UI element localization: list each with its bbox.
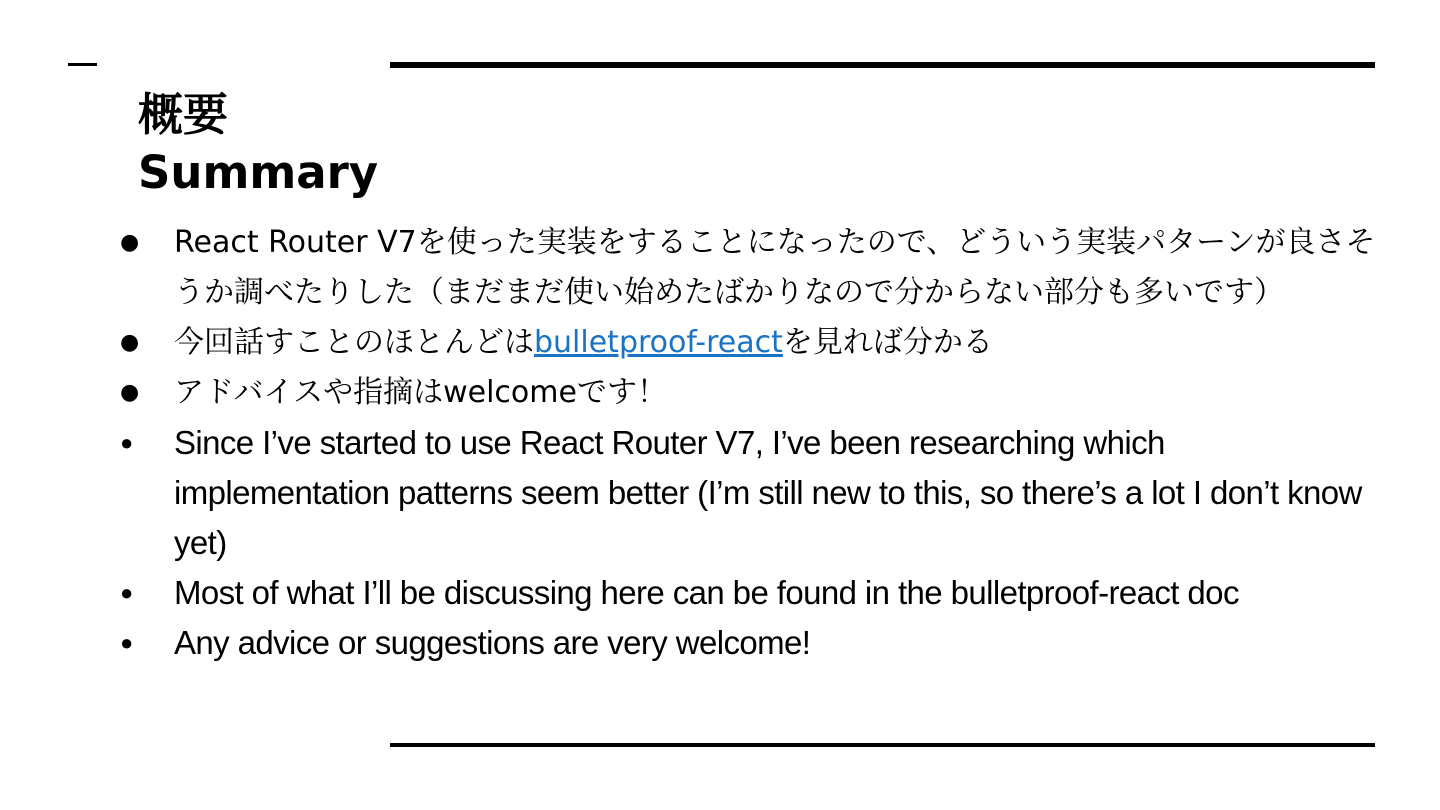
list-item [116, 218, 1376, 318]
list-item [116, 368, 1376, 418]
top-divider [390, 62, 1375, 68]
bullet-text: アドバイスや指摘はwelcomeです！ [174, 375, 667, 410]
title-japanese: 概要 [138, 88, 229, 141]
bullet-text-after-link: を見れば分かる [782, 325, 993, 360]
bullet-dot-icon: ● [120, 230, 140, 255]
list-item [116, 618, 1376, 668]
bulletproof-react-link[interactable]: bulletproof-react [534, 325, 783, 360]
bullet-text: React Router V7を使った実装をすることになったので、どういう実装パターンが良さそうか調べたりした（まだまだ使い始めたばかりなので分からない部分も多いです） [174, 225, 1376, 310]
accent-dash [68, 63, 97, 66]
list-item [116, 568, 1376, 618]
bullet-list [116, 218, 1376, 668]
bullet-dot-icon: ● [120, 430, 133, 455]
bullet-dot-icon: ● [120, 630, 133, 655]
bullet-dot-icon: ● [120, 380, 140, 405]
bullet-text-before-link: 今回話すことのほとんどは [174, 325, 534, 360]
bullet-text: Any advice or suggestions are very welcome! [174, 624, 811, 661]
list-item [116, 318, 1376, 368]
slide-title [138, 86, 738, 202]
list-item [116, 418, 1376, 568]
bottom-divider [390, 743, 1375, 747]
title-english: Summary [138, 146, 379, 199]
bullet-text: Most of what I’ll be discussing here can be found in the bulletproof-react doc [174, 574, 1239, 611]
bullet-text: Since I’ve started to use React Router V7, I’ve been researching which implementation patterns seem better (I’m still new to this, so there’s a lot I don’t know yet) [174, 424, 1362, 561]
bullet-dot-icon: ● [120, 580, 133, 605]
bullet-dot-icon: ● [120, 330, 140, 355]
